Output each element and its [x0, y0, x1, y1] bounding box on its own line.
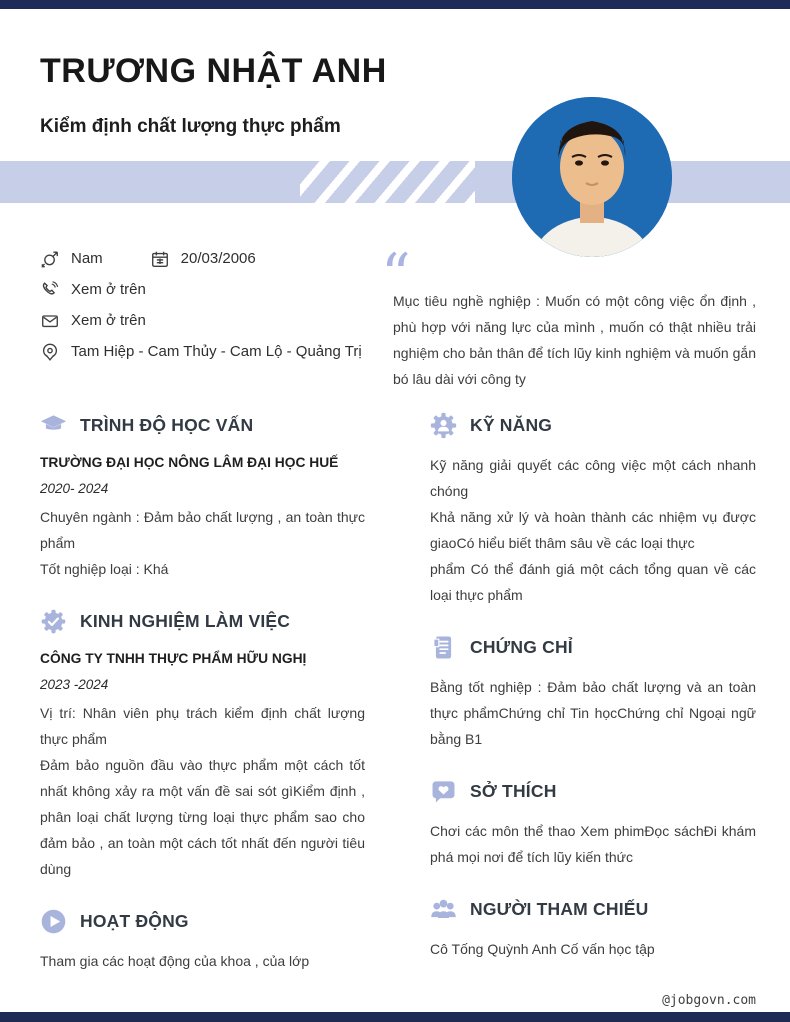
left-column	[40, 412, 365, 1000]
references-header	[430, 896, 756, 923]
experience-description: Đảm bảo nguồn đầu vào thực phẩm một cách tốt nhất không xảy ra một vấn đề sai sót gìKiểm định , phân loại chất lượng từng loại thực phẩm sao cho đảm bảo , an toàn một cách tốt nhất đến người tiêu dùng	[40, 757, 365, 877]
right-column	[430, 412, 756, 988]
certificate-icon	[430, 634, 457, 661]
references-title: NGƯỜI THAM CHIẾU	[470, 899, 649, 919]
certificates-title: CHỨNG CHỈ	[470, 637, 573, 657]
birthday-value: 20/03/2006	[180, 250, 256, 267]
section-hobbies	[430, 778, 756, 870]
portrait-illustration	[512, 97, 672, 257]
experience-role: Vị trí: Nhân viên phụ trách kiểm định chất lượng thực phẩm	[40, 705, 365, 747]
info-row-address	[40, 341, 370, 363]
hobbies-text: Chơi các môn thể thao Xem phimĐọc sáchĐi khám phá mọi nơi để tích lũy kiến thức	[430, 823, 756, 865]
certificates-header	[430, 634, 756, 661]
quote-icon: “	[381, 241, 411, 309]
education-period: 2020- 2024	[40, 481, 109, 496]
site-watermark: @jobgovn.com	[662, 993, 756, 1008]
school-name: TRƯỜNG ĐẠI HỌC NÔNG LÂM ĐẠI HỌC HUẾ	[40, 455, 339, 470]
section-education	[40, 412, 365, 582]
activities-text: Tham gia các hoạt động của khoa , của lớp	[40, 953, 310, 969]
skills-paragraph: Khả năng xử lý và hoàn thành các nhiệm vụ được giaoCó hiểu biết thâm sâu về các loại thực	[430, 509, 756, 551]
badge-check-icon	[40, 608, 67, 635]
email-value: Xem ở trên	[71, 312, 146, 329]
experience-period: 2023 -2024	[40, 677, 109, 692]
bottom-edge-bar	[0, 1012, 790, 1022]
chat-heart-icon-wrap	[430, 778, 756, 805]
activities-header	[40, 908, 365, 935]
company-name: CÔNG TY TNHH THỰC PHẨM HỮU NGHỊ	[40, 651, 307, 666]
education-grade: Tốt nghiệp loại : Khá	[40, 561, 169, 577]
activities-title: HOẠT ĐỘNG	[80, 911, 189, 931]
education-title: TRÌNH ĐỘ HỌC VẤN	[80, 415, 254, 435]
section-experience	[40, 608, 365, 882]
experience-header	[40, 608, 365, 635]
top-edge-bar	[0, 0, 790, 9]
graduation-cap-icon	[40, 412, 67, 439]
info-row-email	[40, 310, 370, 332]
certificates-text: Bằng tốt nghiệp : Đảm bảo chất lượng và an toàn thực phẩmChứng chỉ Tin họcChứng chỉ Ngoại ngữ bằng B1	[430, 679, 756, 747]
candidate-job-title: Kiểm định chất lượng thực phẩm	[40, 116, 341, 137]
location-pin-icon	[40, 342, 60, 362]
education-major: Chuyên ngành : Đảm bảo chất lượng , an toàn thực phẩm	[40, 509, 365, 551]
skills-paragraph: Kỹ năng giải quyết các công việc một cách nhanh chóng	[430, 457, 756, 499]
phone-value: Xem ở trên	[71, 281, 146, 298]
section-skills	[430, 412, 756, 608]
calendar-icon	[150, 249, 170, 269]
skills-header	[430, 412, 756, 439]
email-icon	[40, 311, 60, 331]
section-references	[430, 896, 756, 962]
play-circle-icon	[40, 908, 67, 935]
chat-heart-icon	[430, 778, 457, 805]
references-text: Cô Tống Quỳnh Anh Cố vấn học tập	[430, 941, 655, 957]
accent-band-stripes	[300, 161, 475, 203]
info-dob	[150, 248, 256, 270]
info-row-phone	[40, 279, 370, 301]
personal-info-list	[40, 248, 370, 372]
candidate-name: TRƯƠNG NHẬT ANH	[40, 52, 387, 90]
section-activities	[40, 908, 365, 974]
address-value: Tam Hiệp - Cam Thủy - Cam Lộ - Quảng Trị	[71, 343, 362, 360]
phone-icon	[40, 280, 60, 300]
gender-value: Nam	[71, 250, 103, 267]
gear-person-icon	[430, 412, 457, 439]
people-group-icon	[430, 896, 457, 923]
profile-photo	[512, 97, 672, 257]
experience-title: KINH NGHIỆM LÀM VIỆC	[80, 611, 291, 631]
hobbies-title: SỞ THÍCH	[470, 781, 557, 801]
info-row-gender-dob	[40, 248, 370, 270]
gender-icon	[40, 249, 60, 269]
section-certificates	[430, 634, 756, 752]
skills-title: KỸ NĂNG	[470, 415, 553, 435]
education-header	[40, 412, 365, 439]
skills-paragraph: phẩm Có thể đánh giá một cách tổng quan về các loại thực phẩm	[430, 561, 756, 603]
career-objective: Mục tiêu nghề nghiệp : Muốn có một công việc ổn định , phù hợp với năng lực của mình , muốn có thật nhiều trải nghiệm cho bản thân để tích lũy kinh nghiệm và muốn gắn bó lâu dài với công ty	[393, 293, 756, 387]
